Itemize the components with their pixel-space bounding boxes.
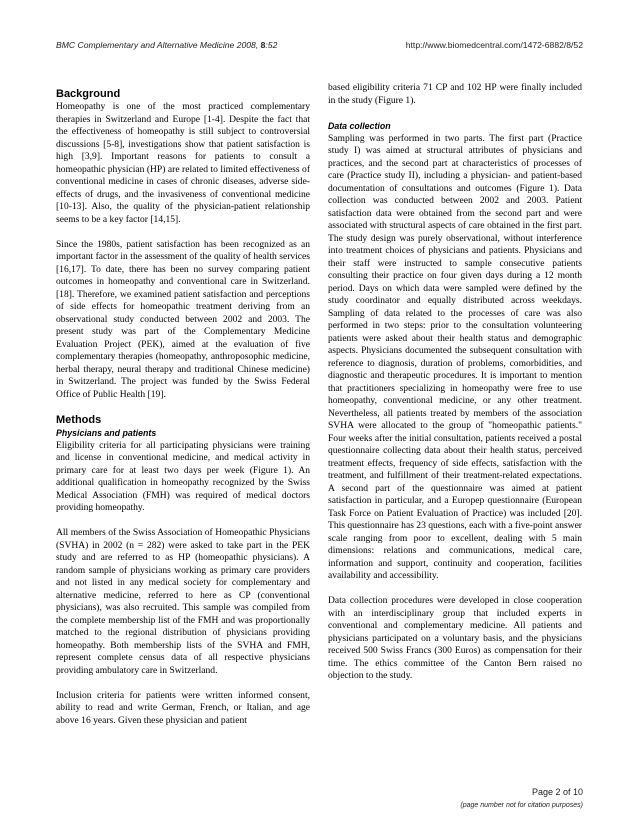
- page-footer: [460, 786, 583, 813]
- methods-heading: Methods: [56, 413, 102, 426]
- data-collection-subheading: Data collection: [328, 120, 391, 131]
- data-collection-paragraph-1: Sampling was performed in two parts. The first part (Practice study I) was aimed at structural attributes of physicians and practices, and the second part at characteristics of processes of care (Practice study II), including a physician- and patient-based documentation of consultations and outcomes (Figure 1). Data collection was conducted between 2002 and 2003. Patient satisfaction data were obtained from the second part and were associated with structural aspects of care obtained in the first part. The study design was purely observational, without interference into treatment choices of physicians and patients. Physicians and their staff were instructed to sample consecutive patients consulting their practice on four given days during a 12 month period. Days on which data were sampled were defined by the study coordinator and equally distributed across weekdays. Sampling of data related to the processes of care was also performed in two steps: prior to the consultation volunteering patients were asked about their health status and demographic aspects. Physicians documented the subsequent consultation with reference to diagnosis, duration of problems, comorbidities, and diagnostic and therapeutic procedures. It is important to mention that practitioners specializing in homeopathy were free to use homeopathy, conventional medicine, or any other treatment. Nevertheless, all patients treated by members of the association SVHA were allocated to the group of "homeopathic patients." Four weeks after the initial consultation, patients received a postal questionnaire collecting data about their health status, perceived treatment effects, frequency of side effects, satisfaction with the treatment, and fulfillment of their treatment-related expectations. A second part of the questionnaire was aimed at patient satisfaction in particular, and a Europep questionnaire (European Task Force on Patient Evaluation of Practice) was included [20]. This questionnaire has 23 questions, each with a five-point answer scale ranging from poor to excellent, dealing with 5 main dimensions: relations and communications, medical care, information and support, continuity and cooperation, facilities availability and accessibility.: [328, 132, 582, 581]
- methods-paragraph-1: Eligibility criteria for all participating physicians were training and license in conventional medicine, and medical activity in primary care for at least two days per week (Figure 1). An additional qualification in homeopathy recognized by the Swiss Medical Association (FMH) was required of medical doctors providing homeopathy.: [56, 439, 310, 513]
- physicians-patients-subheading: Physicians and patients: [56, 427, 157, 438]
- journal-year: 2008: [236, 40, 256, 50]
- journal-citation: BMC Complementary and Alternative Medicine 2008, 8:52: [56, 40, 278, 50]
- journal-volume: 8: [260, 40, 266, 50]
- background-paragraph-2: Since the 1980s, patient satisfaction has been recognized as an important factor in the assessment of the quality of health services [16,17]. To date, there has been no survey comparing patient outcomes in homeopathy and conventional care in Switzerland. [18]. Therefore, we examined patient satisfaction and perceptions of side effects for homeopathic treatment deriving from an observational study conducted between 2002 and 2003. The present study was part of the Complementary Medicine Evaluation Project (PEK), aimed at the evaluation of five complementary therapies (homeopathy, anthroposophic medicine, herbal therapy, neural therapy and traditional Chinese medicine) in Switzerland. The project was funded by the Swiss Federal Office of Public Health [19].: [56, 238, 310, 400]
- running-header: [56, 40, 583, 50]
- continuation-paragraph: based eligibility criteria 71 CP and 102 HP were finally included in the study (Figure 1).: [328, 82, 582, 106]
- article-number: 52: [267, 40, 278, 50]
- data-collection-paragraph-2: Data collection procedures were developed in close cooperation with an interdisciplinary group that included experts in conventional and complementary medicine. All patients and physicians participated on a voluntary basis, and the physicians received 500 Swiss Francs (300 Euros) as compensation for their time. The ethics committee of the Canton Bern raised no objection to the study.: [328, 595, 582, 681]
- page-number: Page 2 of 10: [531, 787, 583, 797]
- article-url[interactable]: http://www.biomedcentral.com/1472-6882/8/52: [405, 40, 583, 50]
- journal-name: BMC Complementary and Alternative Medicine: [56, 40, 235, 50]
- background-paragraph-1: Homeopathy is one of the most practiced complementary therapies in Switzerland and Europe [1-4]. Despite the fact that the effectiveness of homeopathy is still subject to controversial discussions [5-8], investigations show that patient satisfaction is high [3,9]. Important reasons for patients to consult a homeopathic physician (HP) are related to limited effectiveness of conventional medicine in cases of chronic diseases, adverse side-effects of drugs, and the invasiveness of conventional medicine [10-13]. Also, the quality of the physician-patient relationship seems to be a key factor [14,15].: [56, 101, 310, 225]
- methods-paragraph-3: Inclusion criteria for patients were written informed consent, ability to read and write German, French, or Italian, and age above 16 years. Given these physician and patient: [56, 689, 310, 726]
- right-column: [328, 82, 582, 683]
- left-column: [56, 82, 310, 727]
- methods-paragraph-2: All members of the Swiss Association of Homeopathic Physicians (SVHA) in 2002 (n = 282) were asked to take part in the PEK study and are referred to as HP (homeopathic physicians). A random sample of physicians working as primary care providers and not listed in any medical society for complementary and alternative medicine, referred to here as CP (conventional physicians), was also recruited. This sample was compiled from the complete membership list of the FMH and was proportionally matched to the regional distribution of physicians providing homeopathy. Both membership lists of the SVHA and FMH, represent complete census data of all respective physicians providing ambulatory care in Switzerland.: [56, 527, 310, 676]
- background-heading: Background: [56, 88, 121, 100]
- citation-note: (page number not for citation purposes): [460, 802, 583, 809]
